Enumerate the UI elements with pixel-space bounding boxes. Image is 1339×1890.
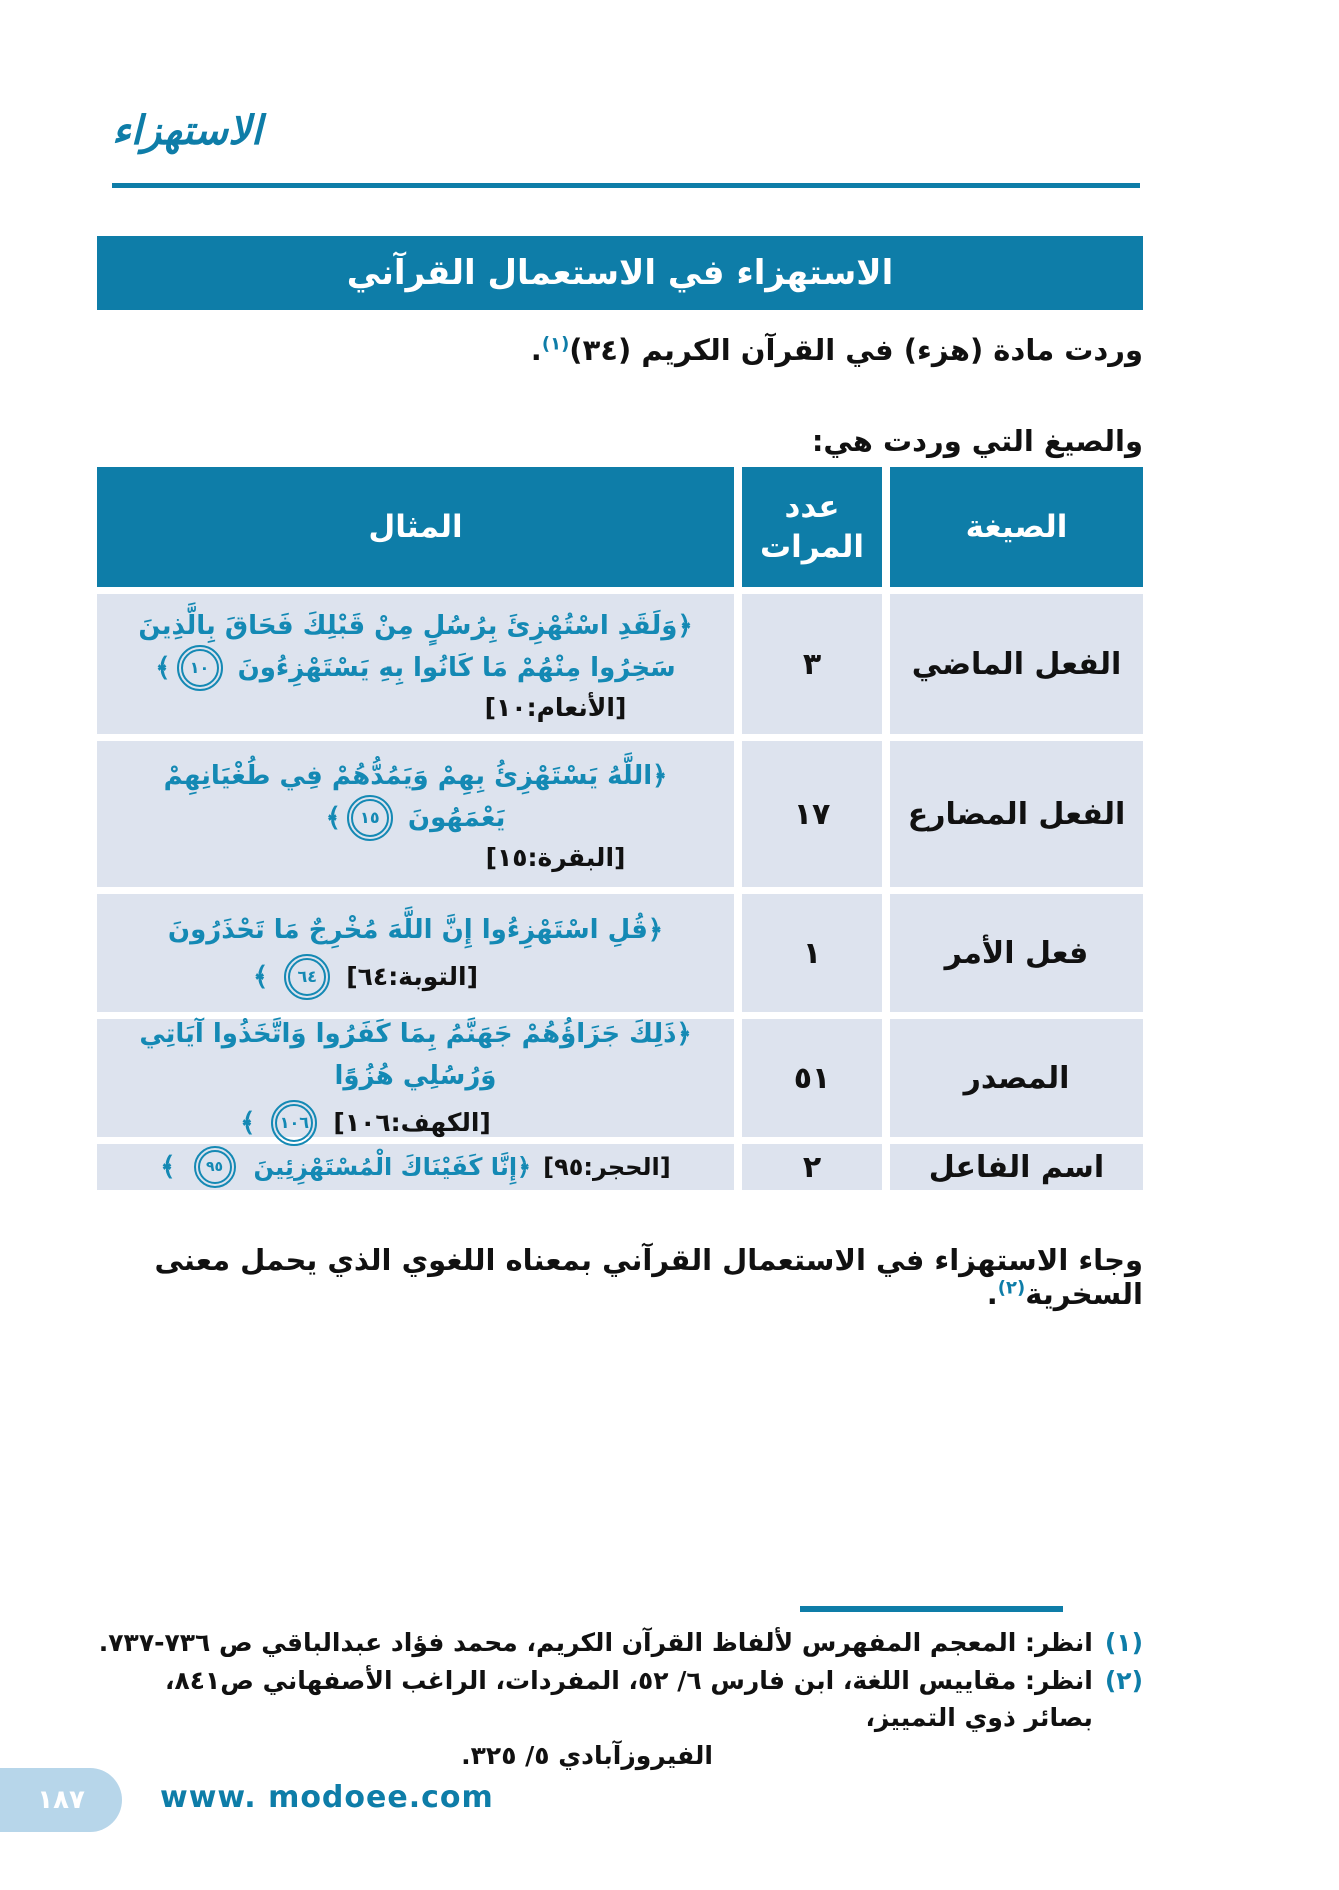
- table-cell-form: الفعل المضارع: [890, 741, 1143, 887]
- section-banner-title: الاستهزاء في الاستعمال القرآني: [346, 253, 894, 293]
- quran-verse: [111, 1014, 720, 1097]
- table-cell-count: ٣: [742, 594, 882, 734]
- footnote-ref-1: (١): [541, 333, 570, 355]
- closing-paragraph: [97, 1243, 1143, 1311]
- verse-close-bracket: ﴾: [252, 961, 269, 992]
- page-number: ١٨٧: [37, 1785, 85, 1815]
- table-cell-form: اسم الفاعل: [890, 1144, 1143, 1190]
- table-cell-example: [97, 1144, 734, 1190]
- quran-verse: [160, 1150, 670, 1184]
- verse-text: ﴿قُلِ اسْتَهْزِءُوا إِنَّ اللَّهَ مُخْرِجٌ مَا تَحْذَرُونَ: [167, 915, 664, 946]
- table-cell-example: [97, 741, 734, 887]
- verse-citation: [الحجر:٩٥]: [543, 1153, 671, 1181]
- header-rule: [112, 183, 1140, 188]
- column-header-form: الصيغة: [890, 467, 1143, 587]
- column-header-example: المثال: [97, 467, 734, 587]
- table-cell-count: ١: [742, 894, 882, 1012]
- footnote-separator: [800, 1606, 1063, 1612]
- footnotes: [97, 1624, 1143, 1774]
- verse-citation: [الأنعام:١٠]: [484, 693, 627, 723]
- verse-text: ﴿وَلَقَدِ اسْتُهْزِئَ بِرُسُلٍ مِنْ قَبْلِكَ فَحَاقَ بِالَّذِينَ سَخِرُوا مِنْهُمْ مَا كَانُوا بِهِ يَسْتَهْزِءُونَ: [138, 610, 693, 683]
- running-title: الاستهزاء: [112, 108, 262, 154]
- ayah-number-medallion: ١٥: [351, 799, 389, 837]
- quran-verse: [111, 606, 720, 689]
- verse-citation-line: [486, 843, 626, 872]
- verse-citation: [البقرة:١٥]: [485, 843, 626, 873]
- verse-text: ﴿اللَّهُ يَسْتَهْزِئُ بِهِمْ وَيَمُدُّهُمْ فِي طُغْيَانِهِمْ يَعْمَهُونَ: [163, 760, 668, 833]
- footnote-1-marker: (١): [1104, 1628, 1143, 1657]
- footnote-1: [97, 1624, 1143, 1662]
- verse-text: ﴿ذَلِكَ جَزَاؤُهُمْ جَهَنَّمُ بِمَا كَفَرُوا وَاتَّخَذُوا آيَاتِي وَرُسُلِي هُزُوًا: [139, 1019, 692, 1091]
- ayah-number-medallion: ١٠٦: [275, 1104, 313, 1142]
- verse-citation-line: [485, 693, 627, 722]
- footnote-2: [97, 1662, 1143, 1737]
- table-cell-form: فعل الأمر: [890, 894, 1143, 1012]
- website-link[interactable]: www. modoee.com: [160, 1780, 494, 1815]
- table-cell-example: [97, 1019, 734, 1137]
- intro-line-1: [531, 333, 1143, 367]
- table-cell-count: ١٧: [742, 741, 882, 887]
- verse-citation-line: [240, 1104, 491, 1142]
- quran-verse: [111, 756, 720, 839]
- verse-close-bracket: ﴾: [325, 802, 341, 833]
- table-cell-example: [97, 894, 734, 1012]
- verse-close-bracket: ﴾: [240, 1107, 256, 1138]
- table-cell-example: [97, 594, 734, 734]
- forms-table: [97, 467, 1143, 1190]
- table-cell-form: الفعل الماضي: [890, 594, 1143, 734]
- table-cell-form: المصدر: [890, 1019, 1143, 1137]
- ayah-number-medallion: ١٠: [181, 649, 219, 687]
- closing-period: .: [986, 1277, 998, 1311]
- verse-close-bracket: ﴾: [160, 1152, 176, 1182]
- intro-line-1-text: وردت مادة (هزء) في القرآن الكريم (٣٤): [569, 333, 1143, 367]
- section-banner: [97, 236, 1143, 310]
- verse-citation: [الكهف:١٠٦]: [333, 1108, 491, 1138]
- page-number-badge: [0, 1768, 122, 1832]
- column-header-count: عدد المرات: [742, 467, 882, 587]
- footnote-2-text: انظر: مقاييس اللغة، ابن فارس ٦/ ٥٢، المفردات، الراغب الأصفهاني ص٨٤١، بصائر ذوي التمييز،: [164, 1665, 1093, 1732]
- footnote-ref-2: (٢): [997, 1277, 1026, 1299]
- verse-text: ﴿إِنَّا كَفَيْنَاكَ الْمُسْتَهْزِئِينَ: [253, 1153, 532, 1181]
- closing-text: وجاء الاستهزاء في الاستعمال القرآني بمعناه اللغوي الذي يحمل معنى السخرية: [154, 1243, 1143, 1311]
- ayah-number-medallion: ٦٤: [288, 958, 326, 996]
- verse-close-bracket: ﴾: [155, 652, 171, 683]
- verse-citation: [التوبة:٦٤]: [346, 962, 479, 992]
- table-cell-count: ٥١: [742, 1019, 882, 1137]
- verse-citation-line: [253, 958, 478, 996]
- footnote-1-text: انظر: المعجم المفهرس لألفاظ القرآن الكريم، محمد فؤاد عبدالباقي ص ٧٣٦-٧٣٧.: [98, 1628, 1093, 1657]
- intro-line-2: والصيغ التي وردت هي:: [811, 424, 1143, 458]
- quran-verse: [111, 910, 720, 952]
- footnote-2-continued: الفيروزآبادي ٥/ ٣٢٥.: [461, 1740, 713, 1770]
- ayah-number-medallion: ٩٥: [198, 1150, 232, 1184]
- footnote-2-marker: (٢): [1104, 1665, 1143, 1695]
- intro-line-1-period: .: [530, 333, 542, 367]
- table-cell-count: ٢: [742, 1144, 882, 1190]
